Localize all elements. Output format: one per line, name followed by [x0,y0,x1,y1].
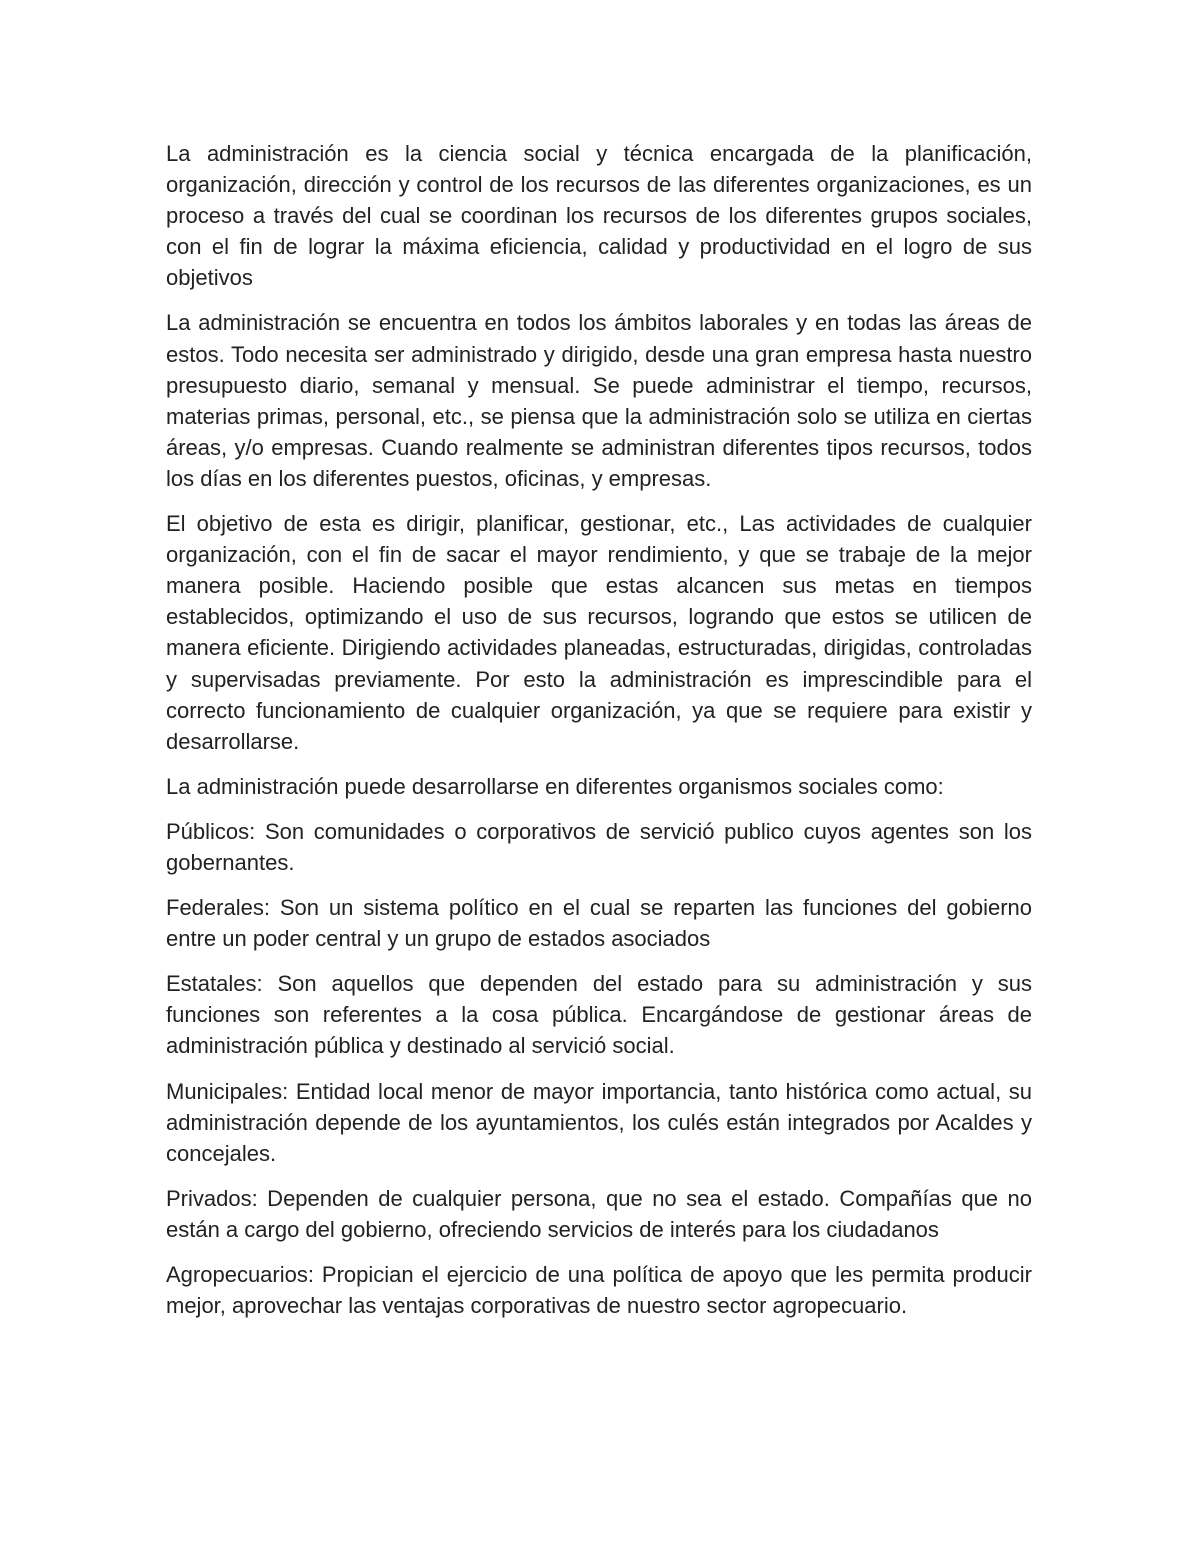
paragraph-publicos: Públicos: Son comunidades o corporativos de servició publico cuyos agentes son los gobernantes. [166,818,1032,875]
paragraph-federales: Federales: Son un sistema político en el cual se reparten las funciones del gobierno entre un poder central y un grupo de estados asociados [166,895,1032,952]
paragraph-objective: El objetivo de esta es dirigir, planificar, gestionar, etc., Las actividades de cualquier organización, con el fin de sacar el mayor rendimiento, y que se trabaje de la mejor manera posible. Haciendo posible que estas alcancen sus metas en tiempos establecidos, optimizando el uso de sus recursos, logrando que estos se utilicen de manera eficiente. Dirigiendo actividades planeadas, estructuradas, dirigidas, controladas y supervisadas previamente. Por esto la administración es imprescindible para el correcto funcionamiento de cualquier organización, ya que se requiere para existir y desarrollarse. [166,511,1032,754]
paragraph-organisms-intro: La administración puede desarrollarse en diferentes organismos sociales como: [166,773,944,799]
paragraph-privados: Privados: Dependen de cualquier persona, que no sea el estado. Compañías que no están a cargo del gobierno, ofreciendo servicios de interés para los ciudadanos [166,1185,1032,1242]
paragraph-agropecuarios: Agropecuarios: Propician el ejercicio de una política de apoyo que les permita producir mejor, aprovechar las ventajas corporativas de nuestro sector agropecuario. [166,1262,1032,1319]
document-page [166,138,1032,1335]
paragraph-estatales: Estatales: Son aquellos que dependen del estado para su administración y sus funciones son referentes a la cosa pública. Encargándose de gestionar áreas de administración pública y destinado al servició social. [166,971,1032,1059]
paragraph-scope: La administración se encuentra en todos los ámbitos laborales y en todas las áreas de estos. Todo necesita ser administrado y dirigido, desde una gran empresa hasta nuestro presupuesto diario, semanal y mensual. Se puede administrar el tiempo, recursos, materias primas, personal, etc., se piensa que la administración solo se utiliza en ciertas áreas, y/o empresas. Cuando realmente se administran diferentes tipos recursos, todos los días en los diferentes puestos, oficinas, y empresas. [166,310,1032,491]
paragraph-definition: La administración es la ciencia social y técnica encargada de la planificación, organización, dirección y control de los recursos de las diferentes organizaciones, es un proceso a través del cual se coordinan los recursos de los diferentes grupos sociales, con el fin de lograr la máxima eficiencia, calidad y productividad en el logro de sus objetivos [166,141,1032,291]
paragraph-municipales: Municipales: Entidad local menor de mayor importancia, tanto histórica como actual, su administración depende de los ayuntamientos, los culés están integrados por Acaldes y concejales. [166,1078,1032,1166]
